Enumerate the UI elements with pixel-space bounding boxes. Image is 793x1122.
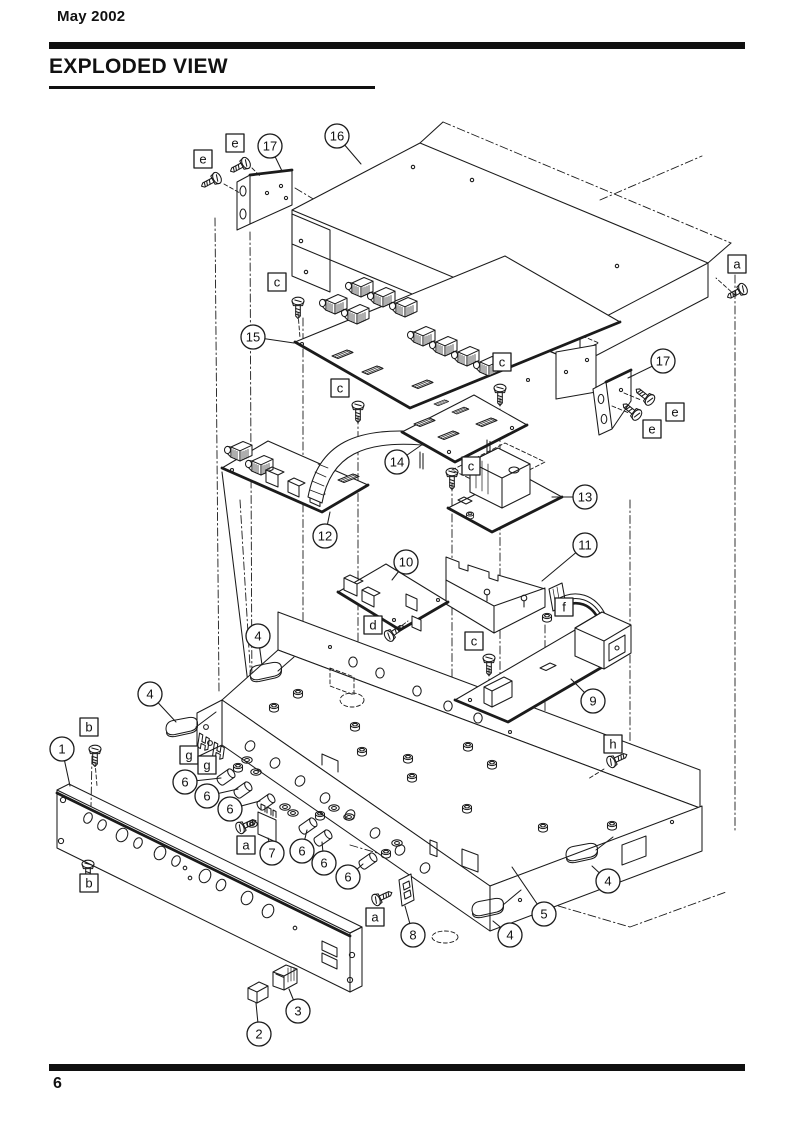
part-callout-15 — [241, 325, 294, 349]
fastener-callout-a — [237, 836, 255, 854]
chassis-part5 — [197, 612, 702, 943]
svg-text:17: 17 — [262, 138, 278, 154]
phono-jack-icon — [346, 278, 374, 298]
part-callout-8 — [401, 906, 425, 947]
machine-screw-icon — [228, 156, 252, 177]
svg-text:6: 6 — [344, 869, 352, 885]
svg-text:5: 5 — [540, 906, 548, 922]
ribbon-connector-icon — [434, 400, 449, 406]
svg-text:6: 6 — [181, 774, 189, 790]
fastener-callout-c — [465, 632, 483, 650]
part-callout-6 — [218, 797, 260, 821]
svg-text:e: e — [231, 135, 239, 151]
part-callout-6 — [312, 842, 336, 875]
fastener-callout-c — [493, 353, 511, 371]
part-callout-1 — [50, 737, 74, 786]
spacer-icon — [358, 852, 379, 871]
fastener-callout-e — [643, 420, 661, 438]
svg-text:8: 8 — [409, 927, 417, 943]
fastener-callout-f — [555, 598, 573, 616]
machine-screw-icon — [199, 171, 223, 192]
svg-text:7: 7 — [268, 845, 276, 861]
part-callout-4 — [138, 682, 176, 722]
svg-text:11: 11 — [578, 537, 592, 553]
machine-screw-icon — [446, 468, 458, 489]
svg-text:f: f — [562, 599, 566, 615]
part-callout-12 — [313, 512, 337, 548]
part-callout-6 — [336, 864, 363, 889]
svg-text:16: 16 — [329, 128, 345, 144]
svg-text:4: 4 — [506, 927, 514, 943]
fastener-callout-c — [331, 379, 349, 397]
part-callout-3 — [286, 989, 310, 1023]
svg-text:15: 15 — [245, 329, 261, 345]
machine-screw-icon — [633, 384, 657, 407]
svg-text:b: b — [85, 875, 93, 891]
small-board-part10 — [338, 564, 448, 631]
hex-nut-icon — [316, 811, 325, 820]
svg-text:g: g — [203, 757, 211, 773]
rubber-foot-icon — [166, 717, 198, 736]
svg-text:9: 9 — [589, 693, 597, 709]
svg-text:g: g — [185, 747, 193, 763]
shield-plate-part11 — [446, 557, 545, 633]
svg-text:13: 13 — [577, 489, 593, 505]
svg-text:c: c — [336, 380, 344, 396]
part-callout-6 — [290, 830, 314, 863]
fastener-callout-e — [226, 134, 244, 152]
svg-text:2: 2 — [255, 1026, 263, 1042]
svg-text:6: 6 — [298, 843, 306, 859]
bracket-part8 — [399, 874, 414, 906]
part-callout-4 — [493, 921, 522, 947]
spacer-icon — [298, 817, 319, 836]
button-part3 — [273, 965, 297, 990]
fastener-callout-b — [80, 718, 98, 736]
button-part2 — [248, 982, 268, 1003]
fastener-callout-a — [366, 908, 384, 926]
page-title: EXPLODED VIEW — [49, 55, 228, 78]
svg-text:10: 10 — [398, 554, 414, 570]
svg-text:c: c — [470, 633, 478, 649]
part-callout-9 — [571, 679, 605, 713]
part-callout-7 — [260, 838, 284, 865]
washer-icon — [280, 804, 290, 810]
svg-text:14: 14 — [389, 454, 405, 470]
svg-text:c: c — [273, 274, 281, 290]
svg-text:e: e — [671, 404, 679, 420]
svg-text:a: a — [371, 909, 379, 925]
machine-screw-icon — [725, 282, 749, 303]
svg-text:6: 6 — [320, 855, 328, 871]
machine-screw-icon — [494, 384, 506, 405]
part-callout-14 — [385, 444, 423, 474]
svg-text:6: 6 — [226, 801, 234, 817]
fastener-callout-b — [80, 874, 98, 892]
svg-text:e: e — [199, 151, 207, 167]
hex-nut-icon — [543, 613, 552, 622]
svg-text:4: 4 — [604, 873, 612, 889]
washer-icon — [288, 810, 298, 816]
svg-text:4: 4 — [254, 628, 262, 644]
svg-text:3: 3 — [294, 1003, 302, 1019]
fastener-callout-g — [180, 746, 198, 764]
rack-bracket-left-part17 — [224, 168, 292, 230]
machine-screw-icon — [352, 401, 364, 422]
fastener-callout-c — [268, 273, 286, 291]
svg-text:c: c — [467, 458, 475, 474]
svg-text:b: b — [85, 719, 93, 735]
svg-text:6: 6 — [203, 788, 211, 804]
svg-text:12: 12 — [317, 528, 333, 544]
page-number: 6 — [53, 1075, 62, 1092]
fastener-callout-d — [364, 616, 382, 634]
spacer-icon — [256, 793, 277, 812]
part-callout-16 — [325, 124, 361, 164]
input-board-part12 — [222, 431, 440, 512]
fastener-callout-g — [198, 756, 216, 774]
part-callout-11 — [542, 533, 597, 581]
fastener-callout-h — [604, 735, 622, 753]
svg-text:c: c — [498, 354, 506, 370]
svg-text:4: 4 — [146, 686, 154, 702]
part-callout-17 — [628, 349, 675, 378]
fastener-callout-c — [462, 457, 480, 475]
svg-text:h: h — [609, 736, 617, 752]
header-date: May 2002 — [57, 8, 126, 25]
washer-icon — [251, 769, 261, 775]
fastener-callout-e — [666, 403, 684, 421]
part-callout-2 — [247, 1003, 271, 1046]
rack-bracket-right-part17 — [556, 345, 641, 435]
part-callout-13 — [552, 485, 597, 509]
svg-text:1: 1 — [58, 741, 66, 757]
phono-jack-icon — [320, 295, 348, 315]
svg-text:a: a — [733, 256, 741, 272]
svg-text:17: 17 — [655, 353, 671, 369]
hex-nut-icon — [234, 763, 243, 772]
fastener-callout-e — [194, 150, 212, 168]
svg-text:a: a — [242, 837, 250, 853]
machine-screw-icon — [370, 887, 394, 907]
fastener-callout-a — [728, 255, 746, 273]
spacer-icon — [313, 829, 334, 848]
phono-jack-icon — [225, 442, 253, 462]
footer-rule — [49, 1064, 745, 1071]
part-callout-17 — [258, 134, 282, 171]
machine-screw-icon — [483, 654, 495, 675]
svg-text:d: d — [369, 617, 377, 633]
svg-text:e: e — [648, 421, 656, 437]
